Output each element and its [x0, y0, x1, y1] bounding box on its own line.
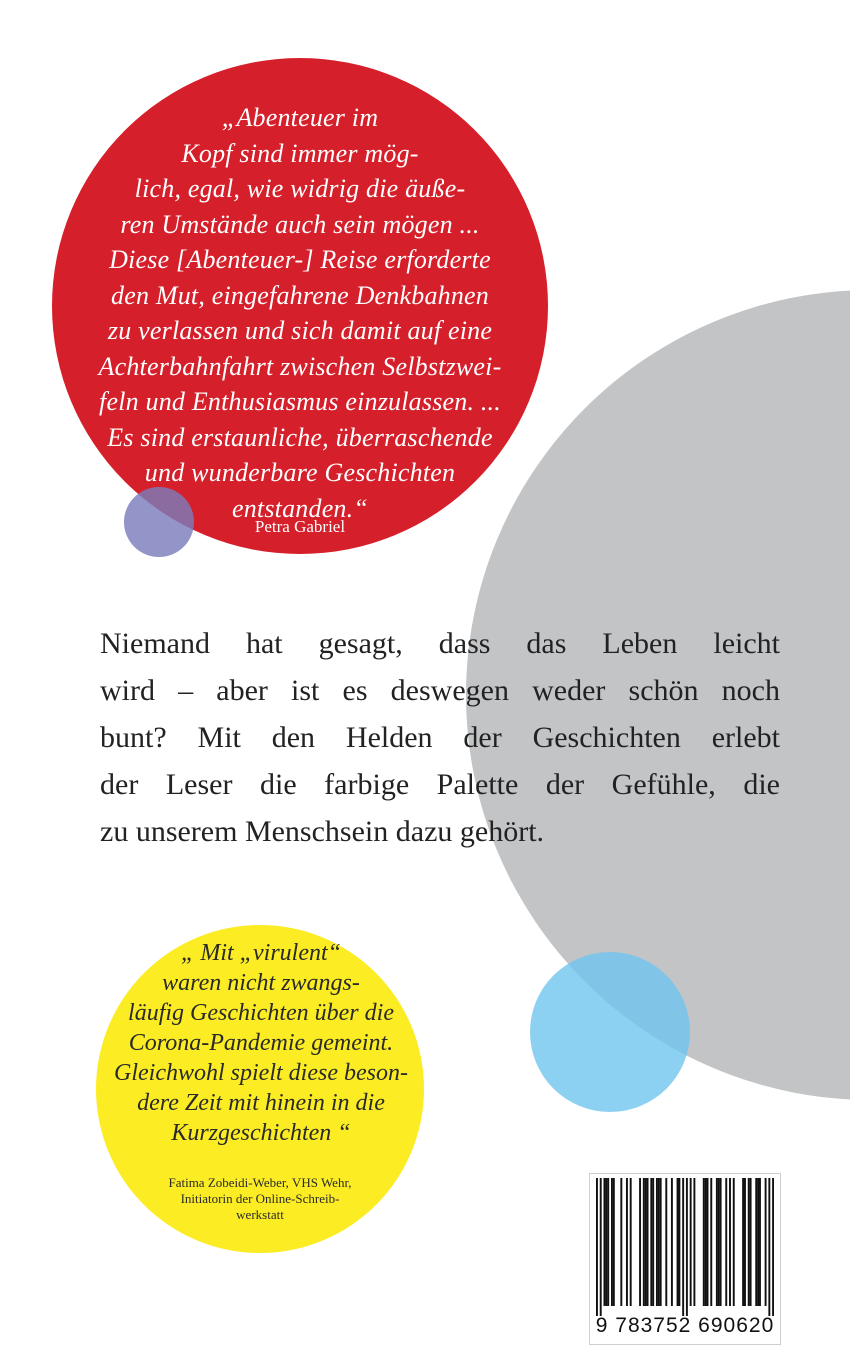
barcode-bar [639, 1178, 641, 1306]
barcode-bars [596, 1178, 774, 1316]
barcode-bar [690, 1178, 692, 1306]
red-quote [60, 100, 540, 526]
barcode-bar [710, 1178, 712, 1306]
barcode-bar [645, 1178, 647, 1306]
barcode-bar [733, 1178, 735, 1306]
quote-line: „Abenteuer im [221, 103, 379, 132]
barcode-bar [603, 1178, 605, 1306]
quote-line: zu verlassen und sich damit auf eine [107, 316, 493, 345]
barcode-bar [703, 1178, 705, 1306]
barcode-bar [611, 1178, 613, 1306]
quote-line: ren Umstände auch sein mögen ... [120, 209, 480, 239]
quote-line: dere Zeit mit hinein in die [137, 1090, 385, 1116]
barcode-bar [678, 1178, 680, 1306]
quote-line: lich, egal, wie widrig die äuße- [134, 174, 466, 203]
barcode-bar [677, 1178, 679, 1306]
quote-line: Corona-Pandemie gemeint. [128, 1030, 394, 1056]
barcode-bar [626, 1178, 628, 1306]
book-blurb [100, 620, 780, 855]
barcode-bar [755, 1178, 757, 1306]
barcode-bar [720, 1178, 722, 1306]
author-line: werkstatt [236, 1207, 284, 1222]
quote-line: feln und Enthusiasmus einzulassen. ... [99, 387, 501, 416]
quote-line: läufig Geschichten über die [128, 1000, 394, 1026]
barcode-bar [665, 1178, 667, 1306]
barcode-bar [630, 1178, 632, 1306]
barcode-bar [759, 1178, 761, 1306]
barcode-bar [765, 1178, 767, 1306]
quote-line: Gleichwohl spielt diese beson- [114, 1060, 408, 1086]
barcode-bar [707, 1178, 709, 1306]
barcode-bar [757, 1178, 759, 1306]
red-quote-author: Petra Gabriel [254, 517, 346, 536]
barcode-bar [742, 1178, 744, 1306]
quote-line: den Mut, eingefahrene Denkbahnen [111, 280, 489, 310]
barcode-bar [643, 1178, 645, 1306]
blurb-line: der Leser die farbige Palette der Gefühle, die [100, 768, 780, 801]
barcode-bar [768, 1178, 770, 1316]
barcode-bar [682, 1178, 684, 1316]
barcode-bar [772, 1178, 774, 1316]
barcode-bar [729, 1178, 731, 1306]
isbn-number: 9 783752 690620 [595, 1314, 775, 1337]
barcode-bar [607, 1178, 609, 1306]
barcode-bar [693, 1178, 695, 1306]
blurb-line: Niemand hat gesagt, dass das Leben leicht [100, 627, 780, 660]
author-line: Initiatorin der Online-Schreib- [180, 1191, 340, 1206]
quote-line: Achterbahnfahrt zwischen Selbstzwei- [98, 351, 502, 381]
barcode-bar [656, 1178, 658, 1306]
barcode-bar [725, 1178, 727, 1306]
quote-line: waren nicht zwangs- [162, 970, 360, 996]
yellow-quote [100, 938, 422, 1148]
quote-line: Kopf sind immer mög- [181, 138, 419, 168]
barcode-bar [652, 1178, 654, 1306]
quote-line: Diese [Abenteuer-] Reise erforderte [109, 245, 491, 274]
barcode-bar [620, 1178, 622, 1306]
author-line: Fatima Zobeidi-Weber, VHS Wehr, [168, 1175, 352, 1190]
barcode-bar [605, 1178, 607, 1306]
barcode-bar [705, 1178, 707, 1306]
quote-line: Es sind erstaunliche, überraschende [107, 422, 493, 452]
quote-line: entstanden.“ [231, 493, 368, 523]
blurb-line: wird – aber ist es deswegen weder schön noch [100, 674, 780, 707]
quote-line: „ Mit „virulent“ [180, 940, 342, 966]
barcode-bar [671, 1178, 673, 1306]
blurb-line: zu unserem Menschsein dazu gehört. [100, 815, 545, 848]
barcode-bar [658, 1178, 660, 1306]
barcode-bar [613, 1178, 615, 1306]
barcode-bar [660, 1178, 662, 1306]
yellow-quote-author [120, 1175, 400, 1223]
quote-line: und wunderbare Geschichten [144, 458, 456, 487]
barcode-bar [718, 1178, 720, 1306]
barcode-bar [596, 1178, 598, 1316]
barcode-bar [716, 1178, 718, 1306]
quote-line: Kurzgeschichten “ [171, 1120, 351, 1146]
blue-decorative-circle [530, 952, 690, 1112]
barcode-bar [748, 1178, 750, 1306]
blurb-line: bunt? Mit den Helden der Geschichten erlebt [100, 721, 780, 754]
barcode-bar [750, 1178, 752, 1306]
barcode-bar [686, 1178, 688, 1316]
barcode-bar [650, 1178, 652, 1306]
barcode-bar [647, 1178, 649, 1306]
barcode-bar [600, 1178, 602, 1316]
isbn-barcode [589, 1173, 781, 1345]
barcode-bar [744, 1178, 746, 1306]
